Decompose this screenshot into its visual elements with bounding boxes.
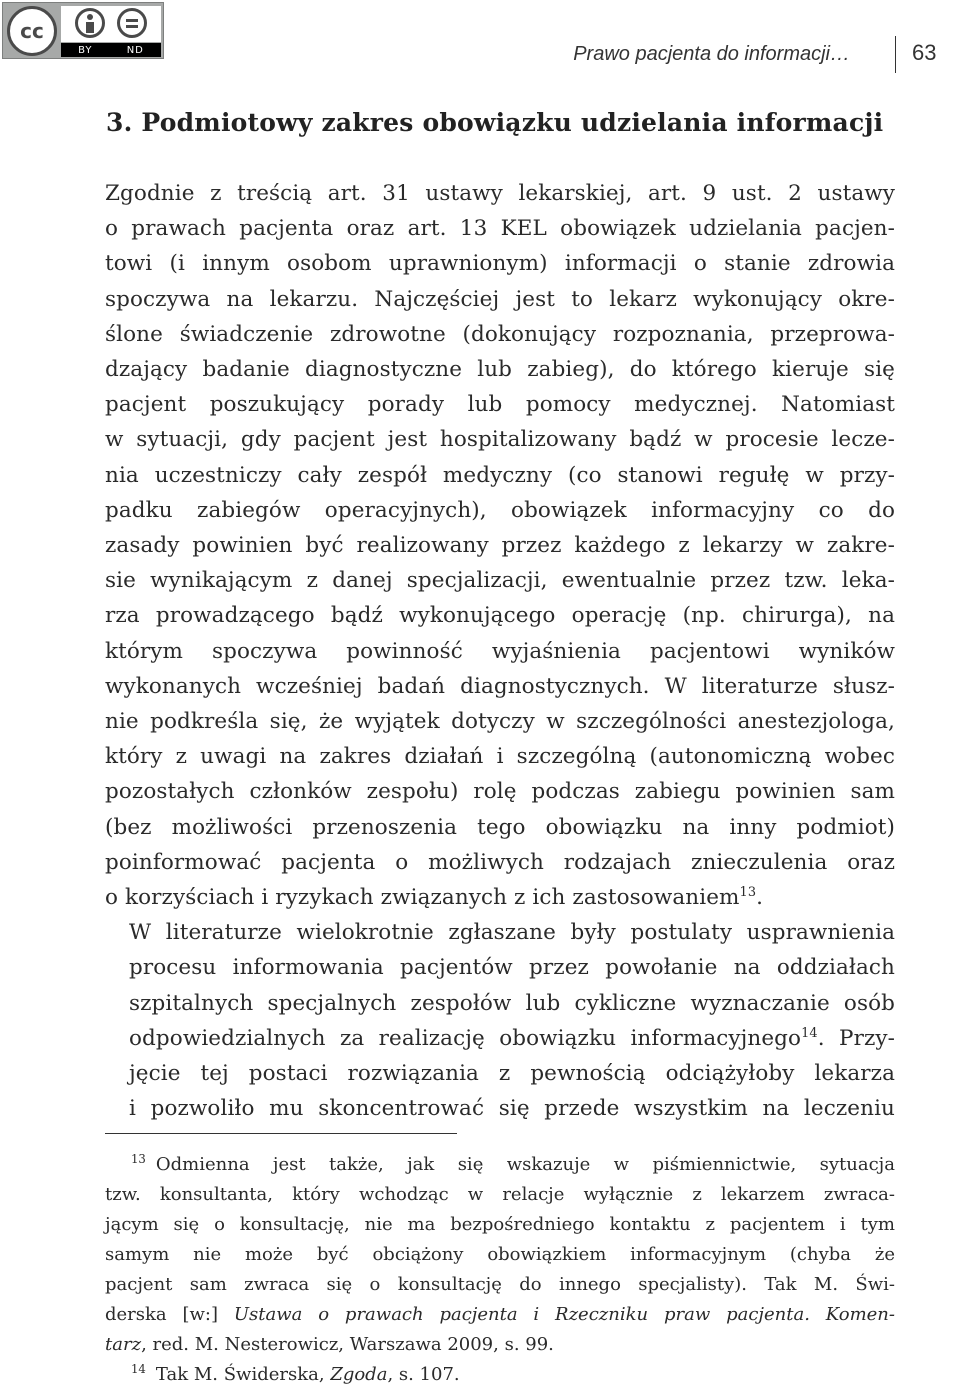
page-number: 63 xyxy=(912,40,937,65)
cc-license-badge xyxy=(2,2,164,59)
text-fragment: , s. 107. xyxy=(387,1364,460,1385)
text-fragment: Tak M. Świderska, xyxy=(155,1364,331,1385)
text-line: pozostałych członków zespołu) rolę podczas zabiegu powinien sam xyxy=(105,779,895,805)
cc-logo-text: cc xyxy=(20,19,44,43)
text-line: w sytuacji, gdy pacjent jest hospitalizowany bądź w procesie lecze- xyxy=(105,427,895,453)
footnote-ref-14[interactable]: 14 xyxy=(801,1025,818,1041)
footnote-13 xyxy=(105,1150,895,1360)
cc-by-label: BY xyxy=(78,44,93,56)
header-divider xyxy=(895,36,896,73)
text-line: spoczywa na lekarzu. Najczęściej jest to lekarz wykonujący okre- xyxy=(105,286,895,312)
text-line: (bez możliwości przenoszenia tego obowiązku na inny podmiot) xyxy=(105,814,895,840)
cited-title: tarz xyxy=(105,1334,142,1355)
text-fragment: derska [w:] xyxy=(105,1304,234,1325)
footnote-separator xyxy=(105,1133,457,1134)
body-text xyxy=(105,176,895,1126)
footnote-ref-13[interactable]: 13 xyxy=(739,884,757,900)
text-line: i pozwoliło mu skoncentrować się przede wszystkim na leczeniu xyxy=(129,1096,895,1122)
cited-title: Ustawa o prawach pacjenta i Rzeczniku praw pacjenta. Komen- xyxy=(233,1304,895,1325)
text-line: nie podkreśla się, że wyjątek dotyczy w szczególności anestezjologa, xyxy=(105,709,895,735)
text-line: towi (i innym osobom uprawnionym) informacji o stanie zdrowia xyxy=(105,251,895,277)
cited-title: Zgoda xyxy=(330,1364,388,1385)
text-line: pacjent poszukujący porady lub pomocy medycznej. Natomiast xyxy=(105,392,895,418)
footnote-14 xyxy=(105,1360,895,1390)
text-fragment: odpowiedzialnych za realizację obowiązku informacyjnego xyxy=(129,1025,802,1051)
text-line: procesu informowania pacjentów przez powołanie na oddziałach xyxy=(129,955,895,981)
text-fragment: o korzyściach i ryzykach związanych z ich zastosowaniem xyxy=(105,885,740,911)
text-line: W literaturze wielokrotnie zgłaszane były postulaty usprawnienia xyxy=(129,920,895,946)
footnote-line: pacjent sam zwraca się o konsultację do innego specjalisty). Tak M. Świ- xyxy=(105,1274,895,1295)
text-line: szpitalnych specjalnych zespołów lub cykliczne wyznaczanie osób xyxy=(129,990,895,1016)
section-title: 3. Podmiotowy zakres obowiązku udzielania informacji xyxy=(106,108,884,137)
cc-nd-label: ND xyxy=(126,44,144,56)
text-fragment: . Przy- xyxy=(817,1025,896,1051)
text-line: o prawach pacjenta oraz art. 13 KEL obowiązek udzielania pacjen- xyxy=(105,216,895,242)
footnote-mark: 14 xyxy=(131,1362,146,1376)
footnote-line xyxy=(105,1300,895,1330)
footnote-line xyxy=(105,1330,895,1360)
attribution-person-icon xyxy=(75,8,105,38)
text-line: Zgodnie z treścią art. 31 ustawy lekarskiej, art. 9 ust. 2 ustawy xyxy=(105,181,895,206)
text-line: nia uczestniczy cały zespół medyczny (co stanowi regułę w przy- xyxy=(105,462,895,488)
footnote-line: samym nie może być obciążony obowiązkiem informacyjnym (chyba że xyxy=(105,1244,895,1265)
text-line xyxy=(105,1021,895,1056)
text-line: który z uwagi na zakres działań i szczególną (autonomiczną wobec xyxy=(105,744,895,770)
text-line: zasady powinien być realizowany przez każdego z lekarzy w zakre- xyxy=(105,533,895,559)
text-fragment: Odmienna jest także, jak się wskazuje w piśmiennictwie, sytuacja xyxy=(155,1154,895,1175)
footnote-line xyxy=(105,1150,895,1180)
text-line: jęcie tej postaci rozwiązania z pewnością odciążyłoby lekarza xyxy=(129,1061,895,1087)
text-fragment: , red. M. Nesterowicz, Warszawa 2009, s. 99. xyxy=(141,1334,554,1355)
footnote-line: jącym się o konsultację, nie ma bezpośredniego kontaktu z pacjentem i tym xyxy=(105,1214,895,1235)
text-line: sie wynikającym z danej specjalizacji, ewentualnie przez tzw. leka- xyxy=(105,568,895,594)
text-line: ślone świadczenie zdrowotne (dokonujący rozpoznania, przeprowa- xyxy=(105,321,895,347)
cc-logo-icon xyxy=(7,6,57,56)
text-line: poinformować pacjenta o możliwych rodzajach znieczulenia oraz xyxy=(105,849,895,875)
text-line: dzający badanie diagnostyczne lub zabieg), do którego kieruje się xyxy=(105,357,895,383)
cc-badge-labels xyxy=(61,43,161,57)
footnotes xyxy=(105,1150,895,1390)
paragraph-1 xyxy=(105,176,895,915)
text-line: którym spoczywa powinność wyjaśnienia pacjentowi wyników xyxy=(105,638,895,664)
text-line: rza prowadzącego bądź wykonującego operację (np. chirurga), na xyxy=(105,603,895,629)
no-derivatives-equals-icon xyxy=(117,8,147,38)
running-head: Prawo pacjenta do informacji… xyxy=(573,43,850,65)
text-line: o korzyściach i ryzykach związanych z ich zastosowaniem$^{13}$. xyxy=(105,884,764,911)
text-line: padku zabiegów operacyjnych), obowiązek informacyjny co do xyxy=(105,497,895,523)
footnote-mark: 13 xyxy=(131,1152,146,1166)
paragraph-2 xyxy=(105,915,895,1126)
footnote-line: tzw. konsultanta, który wchodząc w relacje wyłącznie z lekarzem zwraca- xyxy=(105,1184,895,1205)
text-line: wykonanych wcześniej badań diagnostycznych. W literaturze słusz- xyxy=(105,673,895,699)
